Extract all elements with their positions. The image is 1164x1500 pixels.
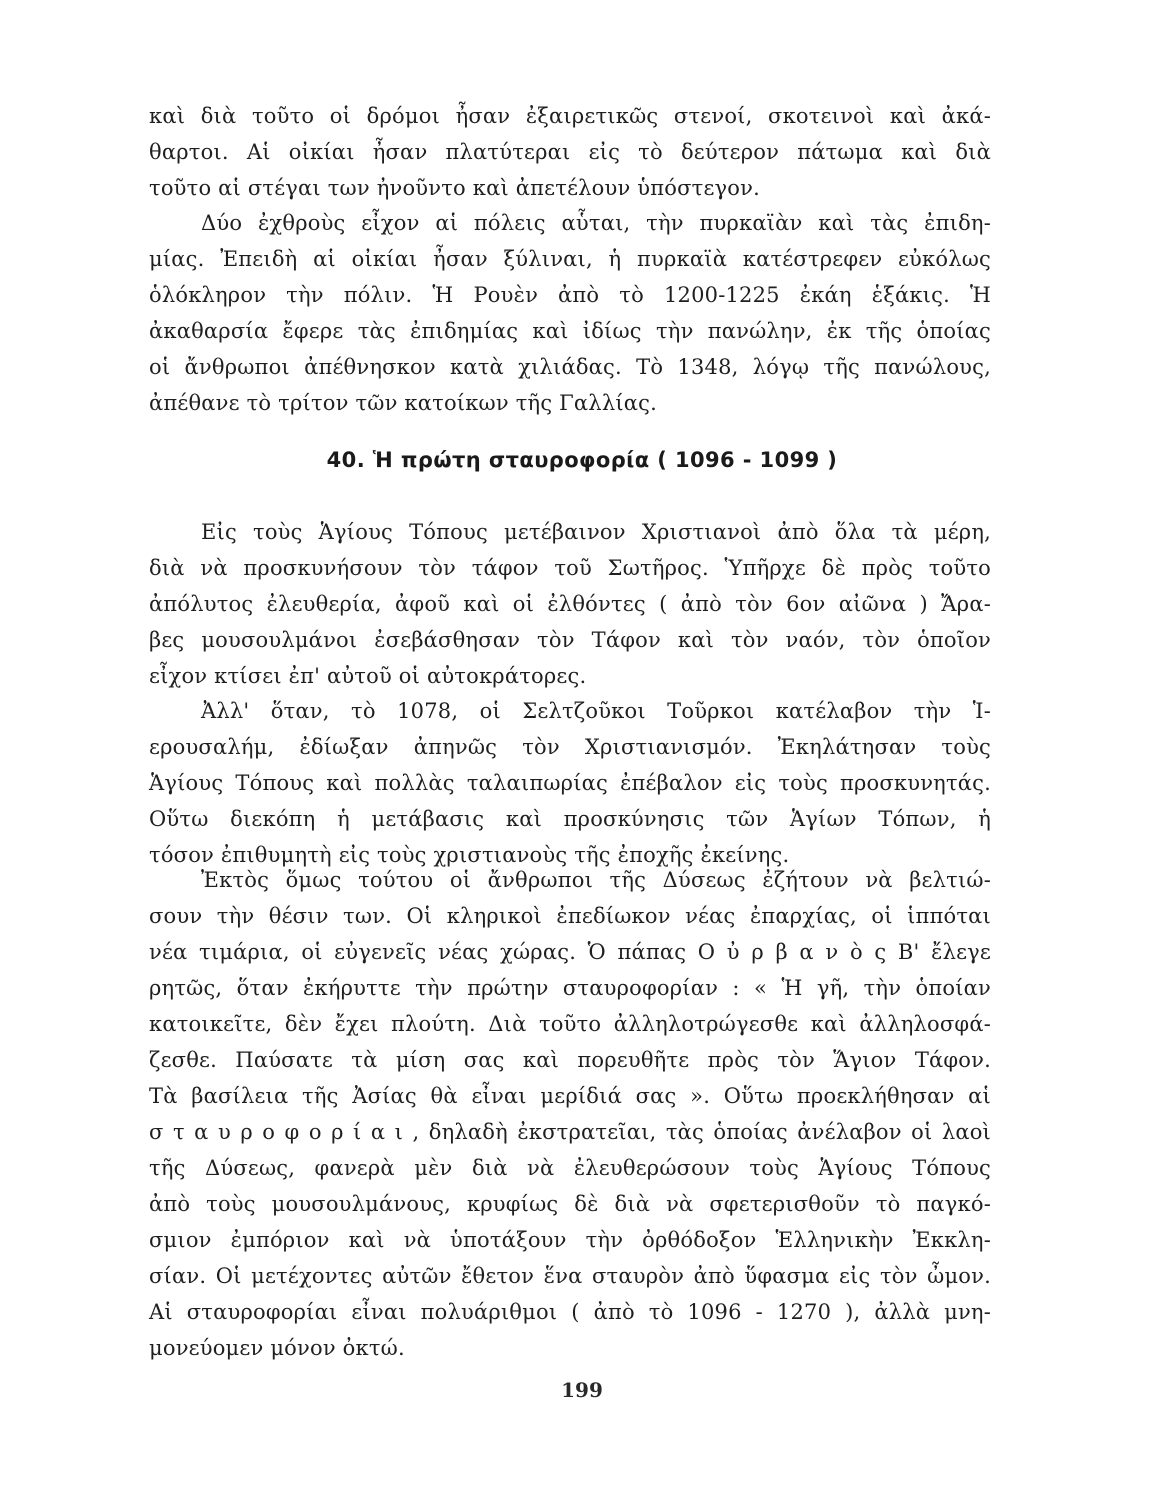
text-line: ρητῶς, ὅταν ἐκήρυττε τὴν πρώτην σταυροφορίαν : « Ἡ γῆ, τὴν ὁποίαν <box>149 976 991 1000</box>
paragraph-streets-houses <box>149 98 991 206</box>
text-line: Αἱ σταυροφορίαι εἶναι πολυάριθμοι ( ἀπὸ τὸ 1096 - 1270 ), ἀλλὰ μνη- <box>149 1300 991 1324</box>
text-line: ἀκαθαρσία ἔφερε τὰς ἐπιδημίας καὶ ἰδίως τὴν πανώλην, ἐκ τῆς ὁποίας <box>149 319 991 343</box>
text-line: ζεσθε. Παύσατε τὰ μίση σας καὶ πορευθῆτε πρὸς τὸν Ἅγιον Τάφον. <box>149 1048 991 1072</box>
text-line: καὶ διὰ τοῦτο οἱ δρόμοι ἦσαν ἐξαιρετικῶς στενοί, σκοτεινοὶ καὶ ἀκά- <box>149 104 991 128</box>
text-line: ερουσαλήμ, ἐδίωξαν ἀπηνῶς τὸν Χριστιανισμόν. Ἐκηλάτησαν τοὺς <box>149 735 991 759</box>
text-line: Ἐκτὸς ὅμως τούτου οἱ ἄνθρωποι τῆς Δύσεως ἐζήτουν νὰ βελτιώ- <box>201 868 991 892</box>
text-line: Δύο ἐχθροὺς εἶχον αἱ πόλεις αὗται, τὴν πυρκαϊὰν καὶ τὰς ἐπιδη- <box>201 211 991 235</box>
text-line: μονεύομεν μόνον ὀκτώ. <box>149 1336 405 1360</box>
text-line: τόσον ἐπιθυμητὴ εἰς τοὺς χριστιανοὺς τῆς ἐποχῆς ἐκείνης. <box>149 843 790 867</box>
text-line: Οὕτω διεκόπη ἡ μετάβασις καὶ προσκύνησις τῶν Ἁγίων Τόπων, ἡ <box>149 807 991 831</box>
text-line: οἱ ἄνθρωποι ἀπέθνησκον κατὰ χιλιάδας. Τὸ 1348, λόγῳ τῆς πανώλους, <box>149 355 991 379</box>
paragraph-fires-epidemics <box>149 205 991 421</box>
text-line: Τὰ βασίλεια τῆς Ἀσίας θὰ εἶναι μερίδιά σας ». Οὕτω προεκλήθησαν αἱ <box>149 1084 991 1108</box>
page-number: 199 <box>561 1378 603 1402</box>
text-line: ἀπέθανε τὸ τρίτον τῶν κατοίκων τῆς Γαλλίας. <box>149 391 657 415</box>
text-line: σουν τὴν θέσιν των. Οἱ κληρικοὶ ἐπεδίωκον νέας ἐπαρχίας, οἱ ἱππόται <box>149 904 991 928</box>
section-heading: 40. Ἡ πρώτη σταυροφορία ( 1096 - 1099 ) <box>326 448 838 472</box>
text-line: νέα τιμάρια, οἱ εὐγενεῖς νέας χώρας. Ὁ πάπας Ο ὐ ρ β α ν ὸ ς Β' ἔλεγε <box>149 940 991 964</box>
text-line: σίαν. Οἱ μετέχοντες αὐτῶν ἔθετον ἕνα σταυρὸν ἀπὸ ὕφασμα εἰς τὸν ὦμον. <box>149 1264 991 1288</box>
paragraph-seljuks <box>149 693 991 873</box>
text-line: ὁλόκληρον τὴν πόλιν. Ἡ Ρουὲν ἀπὸ τὸ 1200-1225 ἐκάη ἑξάκις. Ἡ <box>149 283 991 307</box>
text-line: τοῦτο αἱ στέγαι των ἠνοῦντο καὶ ἀπετέλουν ὑπόστεγον. <box>149 176 760 200</box>
text-line: Ἀλλ' ὅταν, τὸ 1078, οἱ Σελτζοῦκοι Τοῦρκοι κατέλαβον τὴν Ἱ- <box>201 699 991 723</box>
text-line: εἶχον κτίσει ἐπ' αὐτοῦ οἱ αὐτοκράτορες. <box>149 664 587 688</box>
text-line: διὰ νὰ προσκυνήσουν τὸν τάφον τοῦ Σωτῆρος. Ὑπῆρχε δὲ πρὸς τοῦτο <box>149 556 991 580</box>
text-line: Εἰς τοὺς Ἁγίους Τόπους μετέβαινον Χριστιανοὶ ἀπὸ ὅλα τὰ μέρη, <box>201 520 991 544</box>
text-line: βες μουσουλμάνοι ἐσεβάσθησαν τὸν Τάφον καὶ τὸν ναόν, τὸν ὁποῖον <box>149 628 991 652</box>
text-line: ἀπὸ τοὺς μουσουλμάνους, κρυφίως δὲ διὰ νὰ σφετερισθοῦν τὸ παγκό- <box>149 1192 991 1216</box>
text-line: ἀπόλυτος ἐλευθερία, ἀφοῦ καὶ οἱ ἐλθόντες ( ἀπὸ τὸν 6ον αἰῶνα ) Ἄρα- <box>149 592 991 616</box>
text-line: θαρτοι. Αἱ οἰκίαι ἦσαν πλατύτεραι εἰς τὸ δεύτερον πάτωμα καὶ διὰ <box>149 140 991 164</box>
text-line: κατοικεῖτε, δὲν ἔχει πλούτη. Διὰ τοῦτο ἀλληλοτρώγεσθε καὶ ἀλληλοσφά- <box>149 1012 991 1036</box>
paragraph-pilgrims <box>149 514 991 694</box>
paragraph-crusades <box>149 862 991 1366</box>
text-line: σ τ α υ ρ ο φ ο ρ ί α ι , δηλαδὴ ἐκστρατεῖαι, τὰς ὁποίας ἀνέλαβον οἱ λαοὶ <box>149 1120 991 1144</box>
text-line: σμιον ἐμπόριον καὶ νὰ ὑποτάξουν τὴν ὀρθόδοξον Ἑλληνικὴν Ἐκκλη- <box>149 1228 991 1252</box>
text-line: μίας. Ἐπειδὴ αἱ οἰκίαι ἦσαν ξύλιναι, ἡ πυρκαϊὰ κατέστρεφεν εὐκόλως <box>149 247 991 271</box>
text-line: Ἁγίους Τόπους καὶ πολλὰς ταλαιπωρίας ἐπέβαλον εἰς τοὺς προσκυνητάς. <box>149 771 991 795</box>
text-line: τῆς Δύσεως, φανερὰ μὲν διὰ νὰ ἐλευθερώσουν τοὺς Ἁγίους Τόπους <box>149 1156 991 1180</box>
